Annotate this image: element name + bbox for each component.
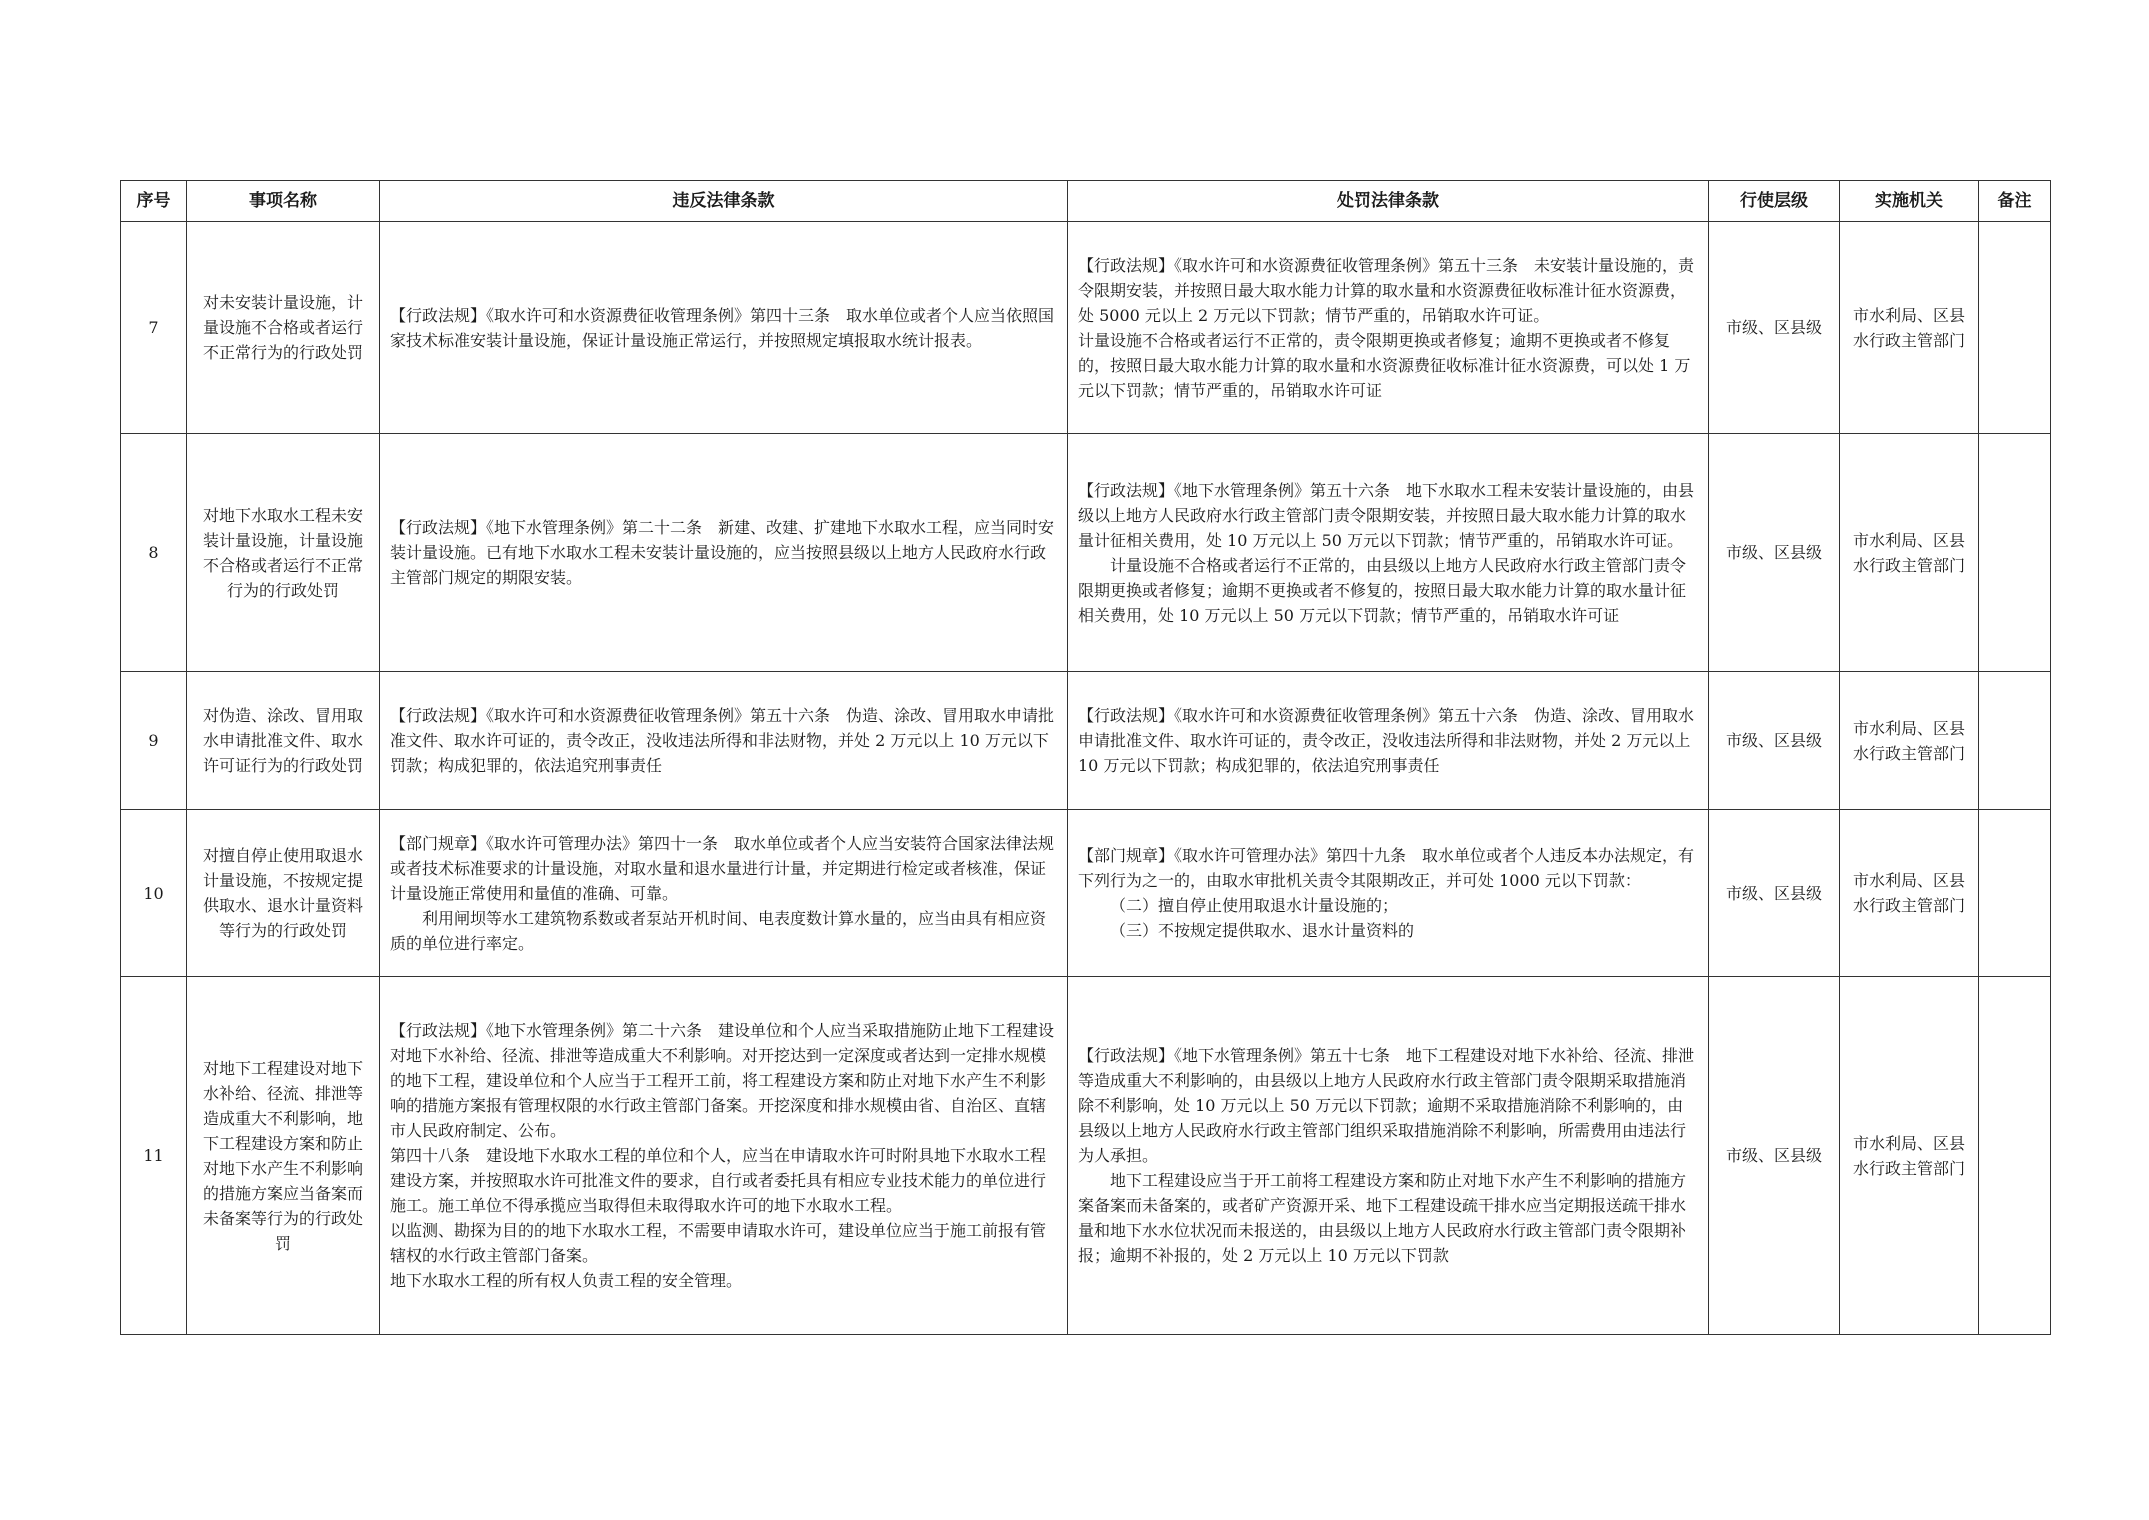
table-row: [121, 222, 2051, 434]
header-penalty-clause: 处罚法律条款: [1068, 181, 1709, 222]
row-item-name: 对未安装计量设施，计量设施不合格或者运行不正常行为的行政处罚: [187, 222, 380, 434]
penalty-paragraph: 【行政法规】《地下水管理条例》第五十七条 地下工程建设对地下水补给、径流、排泄等造成重大不利影响的，由县级以上地方人民政府水行政主管部门责令限期采取措施消除不利影响，处 10 万元以上 50 万元以下罚款；逾期不采取措施消除不利影响的，由县级以上地方人民政府水行政主管部门组织采取措施消除不利影响，所需费用由违法行为人承担。: [1078, 1046, 1695, 1165]
violation-paragraph: 【行政法规】《取水许可和水资源费征收管理条例》第五十六条 伪造、涂改、冒用取水申请批准文件、取水许可证的，责令改正，没收违法所得和非法财物，并处 2 万元以上 10 万元以下罚款；构成犯罪的，依法追究刑事责任: [390, 706, 1055, 775]
penalty-paragraph: 【行政法规】《取水许可和水资源费征收管理条例》第五十六条 伪造、涂改、冒用取水申请批准文件、取水许可证的，责令改正，没收违法所得和非法财物，并处 2 万元以上 10 万元以下罚款；构成犯罪的，依法追究刑事责任: [1078, 706, 1695, 775]
row-violation-clause: [380, 672, 1068, 810]
table-row: [121, 434, 2051, 672]
row-remark: [1979, 810, 2051, 977]
row-level: 市级、区县级: [1709, 672, 1840, 810]
header-remark: 备注: [1979, 181, 2051, 222]
row-level: 市级、区县级: [1709, 810, 1840, 977]
row-item-name: 对伪造、涂改、冒用取水申请批准文件、取水许可证行为的行政处罚: [187, 672, 380, 810]
row-violation-clause: [380, 434, 1068, 672]
row-agency: 市水利局、区县水行政主管部门: [1840, 672, 1979, 810]
row-item-name: 对地下工程建设对地下水补给、径流、排泄等造成重大不利影响，地下工程建设方案和防止对地下水产生不利影响的措施方案应当备案而未备案等行为的行政处罚: [187, 977, 380, 1335]
header-seq: 序号: [121, 181, 187, 222]
row-penalty-clause: [1068, 434, 1709, 672]
regulation-table: [120, 180, 2051, 1335]
row-penalty-clause: [1068, 810, 1709, 977]
violation-paragraph: 第四十八条 建设地下水取水工程的单位和个人，应当在申请取水许可时附具地下水取水工程建设方案，并按照取水许可批准文件的要求，自行或者委托具有相应专业技术能力的单位进行施工。施工单位不得承揽应当取得但未取得取水许可的地下水取水工程。: [390, 1146, 1047, 1215]
row-level: 市级、区县级: [1709, 434, 1840, 672]
penalty-paragraph: 地下工程建设应当于开工前将工程建设方案和防止对地下水产生不利影响的措施方案备案而未备案的，或者矿产资源开采、地下工程建设疏干排水应当定期报送疏干排水量和地下水水位状况而未报送的，由县级以上地方人民政府水行政主管部门责令限期补报；逾期不补报的，处 2 万元以上 10 万元以下罚款: [1078, 1171, 1687, 1265]
penalty-paragraph: （三）不按规定提供取水、退水计量资料的: [1110, 921, 1415, 940]
violation-paragraph: 【行政法规】《地下水管理条例》第二十二条 新建、改建、扩建地下水取水工程，应当同时安装计量设施。已有地下水取水工程未安装计量设施的，应当按照县级以上地方人民政府水行政主管部门规定的期限安装。: [390, 518, 1055, 587]
row-agency: 市水利局、区县水行政主管部门: [1840, 434, 1979, 672]
row-penalty-clause: [1068, 977, 1709, 1335]
violation-paragraph: 地下水取水工程的所有权人负责工程的安全管理。: [390, 1271, 743, 1290]
table-header-row: [121, 181, 2051, 222]
row-remark: [1979, 672, 2051, 810]
violation-paragraph: 以监测、勘探为目的的地下水取水工程，不需要申请取水许可，建设单位应当于施工前报有管辖权的水行政主管部门备案。: [390, 1221, 1047, 1265]
table-row: [121, 810, 2051, 977]
row-remark: [1979, 977, 2051, 1335]
row-violation-clause: [380, 977, 1068, 1335]
row-seq: 9: [121, 672, 187, 810]
row-penalty-clause: [1068, 672, 1709, 810]
penalty-paragraph: 计量设施不合格或者运行不正常的，责令限期更换或者修复；逾期不更换或者不修复的，按照日最大取水能力计算的取水量和水资源费征收标准计征水资源费，可以处 1 万元以下罚款；情节严重的，吊销取水许可证: [1078, 330, 1691, 400]
header-violation-clause: 违反法律条款: [380, 181, 1068, 222]
violation-paragraph: 利用闸坝等水工建筑物系数或者泵站开机时间、电表度数计算水量的，应当由具有相应资质的单位进行率定。: [390, 908, 1047, 953]
row-seq: 7: [121, 222, 187, 434]
penalty-paragraph: 计量设施不合格或者运行不正常的，由县级以上地方人民政府水行政主管部门责令限期更换或者修复；逾期不更换或者不修复的，按照日最大取水能力计算的取水量计征相关费用，处 10 万元以上 50 万元以下罚款；情节严重的，吊销取水许可证: [1078, 555, 1687, 625]
penalty-paragraph: 【行政法规】《地下水管理条例》第五十六条 地下水取水工程未安装计量设施的，由县级以上地方人民政府水行政主管部门责令限期安装，并按照日最大取水能力计算的取水量计征相关费用，处 10 万元以上 50 万元以下罚款；情节严重的，吊销取水许可证。: [1078, 480, 1695, 550]
violation-paragraph: 【行政法规】《地下水管理条例》第二十六条 建设单位和个人应当采取措施防止地下工程建设对地下水补给、径流、排泄等造成重大不利影响。对开挖达到一定深度或者达到一定排水规模的地下工程，建设单位和个人应当于工程开工前，将工程建设方案和防止对地下水产生不利影响的措施方案报有管理权限的水行政主管部门备案。开挖深度和排水规模由省、自治区、直辖市人民政府制定、公布。: [390, 1021, 1055, 1140]
header-agency: 实施机关: [1840, 181, 1979, 222]
row-penalty-clause: [1068, 222, 1709, 434]
row-violation-clause: [380, 222, 1068, 434]
row-level: 市级、区县级: [1709, 222, 1840, 434]
row-item-name: 对擅自停止使用取退水计量设施，不按规定提供取水、退水计量资料等行为的行政处罚: [187, 810, 380, 977]
row-item-name: 对地下水取水工程未安装计量设施，计量设施不合格或者运行不正常行为的行政处罚: [187, 434, 380, 672]
row-agency: 市水利局、区县水行政主管部门: [1840, 222, 1979, 434]
row-seq: 10: [121, 810, 187, 977]
row-agency: 市水利局、区县水行政主管部门: [1840, 810, 1979, 977]
row-remark: [1979, 434, 2051, 672]
violation-paragraph: 【部门规章】《取水许可管理办法》第四十一条 取水单位或者个人应当安装符合国家法律法规或者技术标准要求的计量设施，对取水量和退水量进行计量，并定期进行检定或者核准，保证计量设施正常使用和量值的准确、可靠。: [390, 833, 1055, 903]
row-violation-clause: [380, 810, 1068, 977]
penalty-paragraph: 【行政法规】《取水许可和水资源费征收管理条例》第五十三条 未安装计量设施的，责令限期安装，并按照日最大取水能力计算的取水量和水资源费征收标准计征水资源费，处 5000 元以上 2 万元以下罚款；情节严重的，吊销取水许可证。: [1078, 255, 1695, 325]
header-item-name: 事项名称: [187, 181, 380, 222]
row-level: 市级、区县级: [1709, 977, 1840, 1335]
header-level: 行使层级: [1709, 181, 1840, 222]
table-row: [121, 977, 2051, 1335]
row-agency: 市水利局、区县水行政主管部门: [1840, 977, 1979, 1335]
row-remark: [1979, 222, 2051, 434]
violation-paragraph: 【行政法规】《取水许可和水资源费征收管理条例》第四十三条 取水单位或者个人应当依照国家技术标准安装计量设施，保证计量设施正常运行，并按照规定填报取水统计报表。: [390, 305, 1055, 350]
row-seq: 8: [121, 434, 187, 672]
penalty-paragraph: （二）擅自停止使用取退水计量设施的；: [1110, 896, 1399, 915]
row-seq: 11: [121, 977, 187, 1335]
penalty-paragraph: 【部门规章】《取水许可管理办法》第四十九条 取水单位或者个人违反本办法规定，有下列行为之一的，由取水审批机关责令其限期改正，并可处 1000 元以下罚款：: [1078, 846, 1695, 890]
table-row: [121, 672, 2051, 810]
